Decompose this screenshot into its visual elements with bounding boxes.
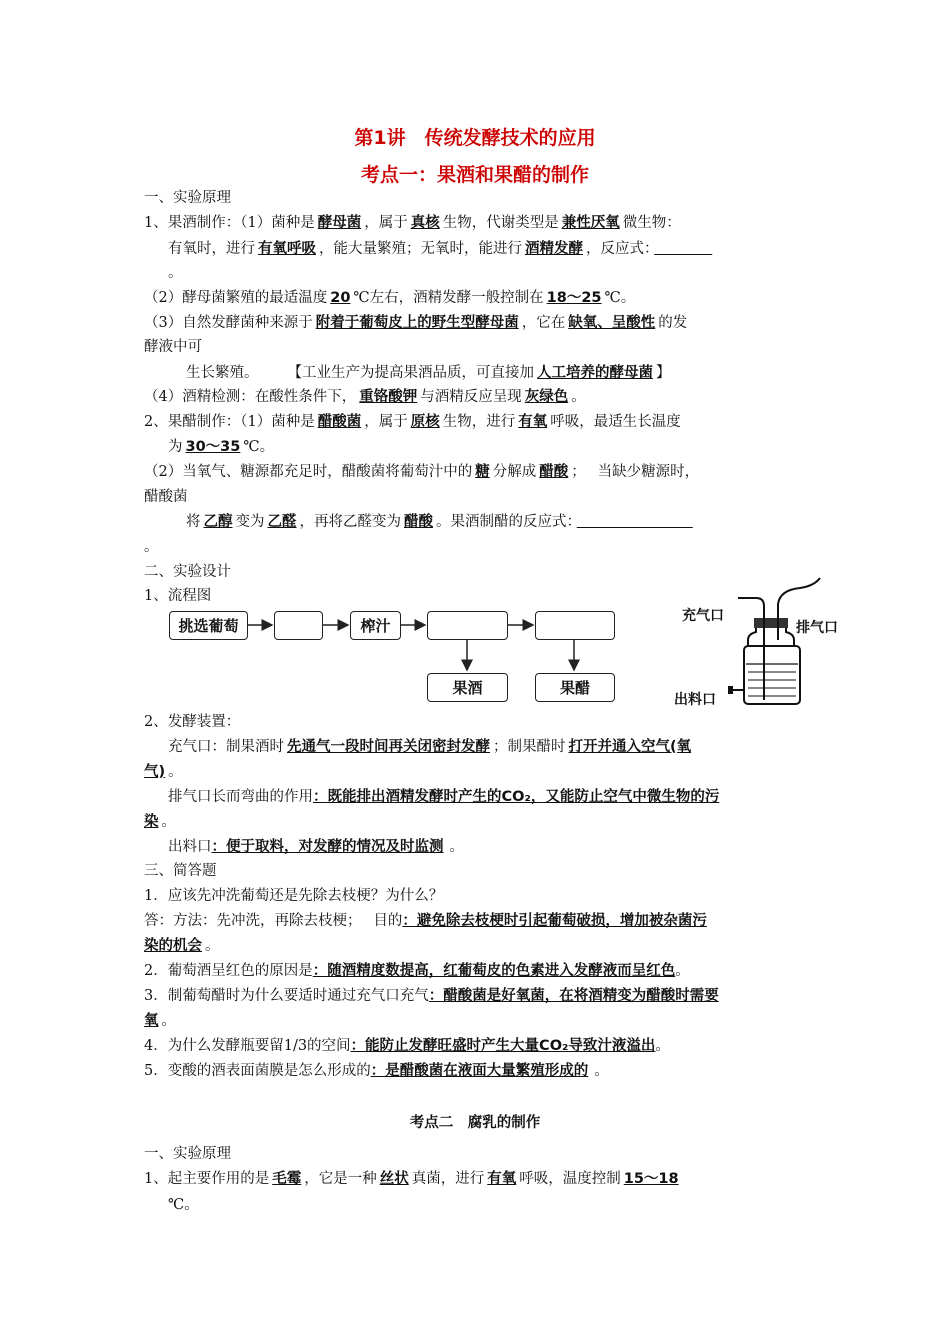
question-3-cont: 氧 。 bbox=[144, 1013, 176, 1029]
line-alcohol-test: （4）酒精检测：在酸性条件下， 重铬酸钾 与酒精反应呈现 灰绿色 。 bbox=[144, 389, 586, 405]
answer-1: 答：方法：先冲洗，再除去枝梗； 目的：避免除去枝梗时引起葡萄破损，增加被杂菌污 bbox=[144, 913, 707, 929]
line-natural-source: （3）自然发酵菌种来源于 附着于葡萄皮上的野生型酵母菌 ，它在 缺氧、呈酸性 的发 bbox=[144, 315, 688, 331]
line-inlet-2: 气) 。 bbox=[144, 764, 183, 780]
line-period: 。 bbox=[168, 265, 183, 281]
heading-questions: 三、简答题 bbox=[144, 863, 217, 879]
question-4: 4．为什么发酵瓶要留1/3的空间：能防止发酵旺盛时产生大量CO₂导致汁液溢出。 bbox=[144, 1038, 670, 1054]
section-2-title: 考点二 腐乳的制作 bbox=[409, 1115, 541, 1131]
line-exhaust-2: 染 。 bbox=[144, 814, 176, 830]
heading-design: 二、实验设计 bbox=[144, 564, 231, 580]
line-industrial: 生长繁殖。 【工业生产为提高果酒品质，可直接加 人工培养的酵母菌 】 bbox=[186, 365, 671, 381]
heading-principle: 一、实验原理 bbox=[144, 190, 231, 206]
line-continued-2: 醋酸菌 bbox=[144, 489, 188, 505]
line-celsius: ℃。 bbox=[168, 1197, 199, 1213]
flow-step-select-grapes: 挑选葡萄 bbox=[169, 611, 248, 640]
line-mucor: 1、起主要作用的是 毛霉 ，它是一种 丝状 真菌，进行 有氧 呼吸，温度控制 15～18 bbox=[144, 1171, 679, 1187]
section-title: 考点一：果酒和果醋的制作 bbox=[360, 164, 589, 186]
flow-step-juice: 榨汁 bbox=[350, 611, 401, 640]
label-exhaust: 排气口 bbox=[796, 620, 838, 636]
heading-device: 2、发酵装置： bbox=[144, 714, 241, 730]
question-2: 2．葡萄酒呈红色的原因是：随酒精度数提高，红葡萄皮的色素进入发酵液而呈红色。 bbox=[144, 963, 690, 979]
line-inlet: 充气口：制果酒时 先通气一段时间再关闭密封发酵 ；制果醋时 打开并通入空气(氧 bbox=[168, 739, 692, 755]
line-vinegar-sugar: （2）当氧气、糖源都充足时，醋酸菌将葡萄汁中的 糖 分解成 醋酸 ； 当缺少糖源时， bbox=[144, 464, 700, 480]
question-5: 5．变酸的酒表面菌膜是怎么形成的：是醋酸菌在液面大量繁殖形成的 。 bbox=[144, 1063, 609, 1079]
heading-flowchart: 1、流程图 bbox=[144, 588, 212, 604]
line-continued: 酵液中可 bbox=[144, 339, 202, 355]
line-ethanol: 将 乙醇 变为 乙醛 ，再将乙醛变为 醋酸 。果酒制醋的反应式： bbox=[186, 514, 574, 530]
answer-1-cont: 染的机会 。 bbox=[144, 938, 220, 954]
line-exhaust: 排气口长而弯曲的作用：既能排出酒精发酵时产生的CO₂，又能防止空气中微生物的污 bbox=[168, 789, 720, 805]
line-temperature: （2）酵母菌繁殖的最适温度 20 ℃左右，酒精发酵一般控制在 18～25 ℃。 bbox=[144, 290, 636, 306]
line-period-2: 。 bbox=[144, 539, 159, 555]
line-tap: 出料口：便于取料，对发酵的情况及时监测 。 bbox=[168, 839, 464, 855]
line-vinegar-strain: 2、果醋制作：（1）菌种是 醋酸菌 ，属于 原核 生物，进行 有氧 呼吸，最适生长温度 bbox=[144, 414, 681, 430]
line-wine-strain: 1、果酒制作：（1）菌种是 酵母菌 ，属于 真核 生物，代谢类型是 兼性厌氧 微生物： bbox=[144, 215, 681, 231]
line-vinegar-temp: 为 30～35 ℃。 bbox=[168, 439, 275, 455]
label-inlet: 充气口 bbox=[682, 608, 724, 624]
label-outlet: 出料口 bbox=[674, 692, 716, 708]
question-1: 1．应该先冲洗葡萄还是先除去枝梗？为什么？ bbox=[144, 888, 444, 904]
question-3: 3．制葡萄醋时为什么要适时通过充气口充气：醋酸菌是好氧菌，在将酒精变为醋酸时需要 bbox=[144, 988, 719, 1004]
flow-step-vinegar: 果醋 bbox=[535, 673, 615, 702]
heading-principle-2: 一、实验原理 bbox=[144, 1146, 231, 1162]
flow-step-wine: 果酒 bbox=[427, 673, 508, 702]
line-aerobic: 有氧时，进行 有氧呼吸 ，能大量繁殖；无氧时，能进行 酒精发酵 ，反应式： bbox=[168, 241, 652, 257]
page-title: 第1讲 传统发酵技术的应用 bbox=[354, 127, 596, 149]
